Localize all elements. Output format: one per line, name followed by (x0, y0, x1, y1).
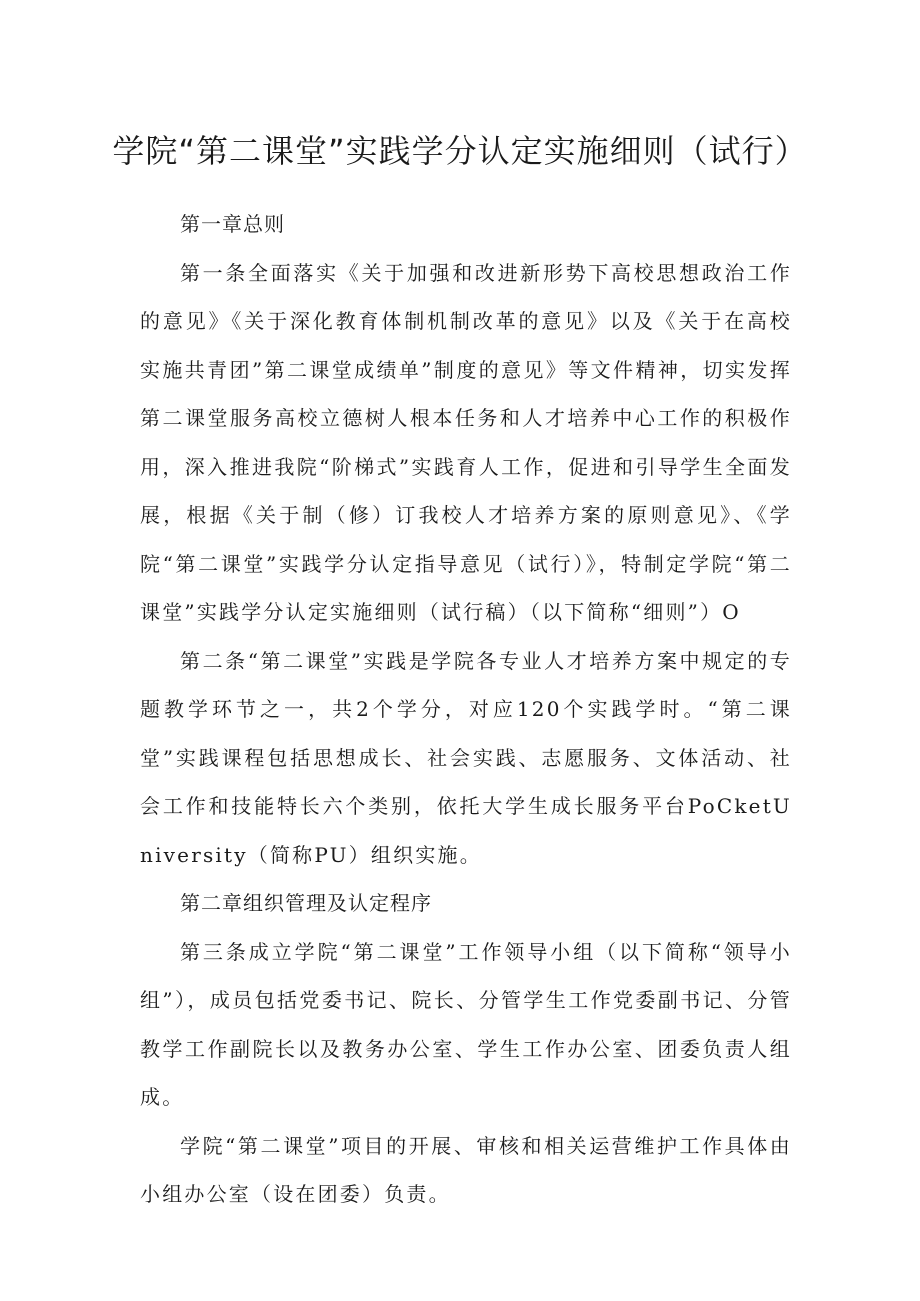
article-paragraph: 第一条全面落实《关于加强和改进新形势下高校思想政治工作的意见》《关于深化教育体制机制改革的意见》以及《关于在高校实施共青团”第二课堂成绩单”制度的意见》等文件精神，切实发挥第二课堂服务高校立德树人根本任务和人才培养中心工作的积极作用，深入推进我院“阶梯式”实践育人工作，促进和引导学生全面发展，根据《关于制（修）订我校人才培养方案的原则意见》、《学院“第二课堂”实践学分认定指导意见（试行）》，特制定学院“第二课堂”实践学分认定实施细则（试行稿）（以下简称“细则”）O (140, 260, 792, 624)
document-title: 学院“第二课堂”实践学分认定实施细则（试行） (112, 132, 808, 170)
article-paragraph: 第三条成立学院“第二课堂”工作领导小组（以下简称“领导小组”），成员包括党委书记、院长、分管学生工作党委副书记、分管教学工作副院长以及教务办公室、学生工作办公室、团委负责人组成。 (140, 939, 792, 1109)
article-paragraph: 第二条“第二课堂”实践是学院各专业人才培养方案中规定的专题教学环节之一，共2个学分，对应120个实践学时。“第二课堂”实践课程包括思想成长、社会实践、志愿服务、文体活动、社会工作和技能特长六个类别，依托大学生成长服务平台PoCketUniversity（简称PU）组织实施。 (140, 648, 792, 867)
chapter-heading: 第一章总则 (180, 212, 285, 236)
chapter-heading: 第二章组织管理及认定程序 (180, 891, 432, 915)
document-body (140, 200, 792, 1219)
article-paragraph: 学院“第二课堂”项目的开展、审核和相关运营维护工作具体由小组办公室（设在团委）负责。 (140, 1133, 792, 1206)
